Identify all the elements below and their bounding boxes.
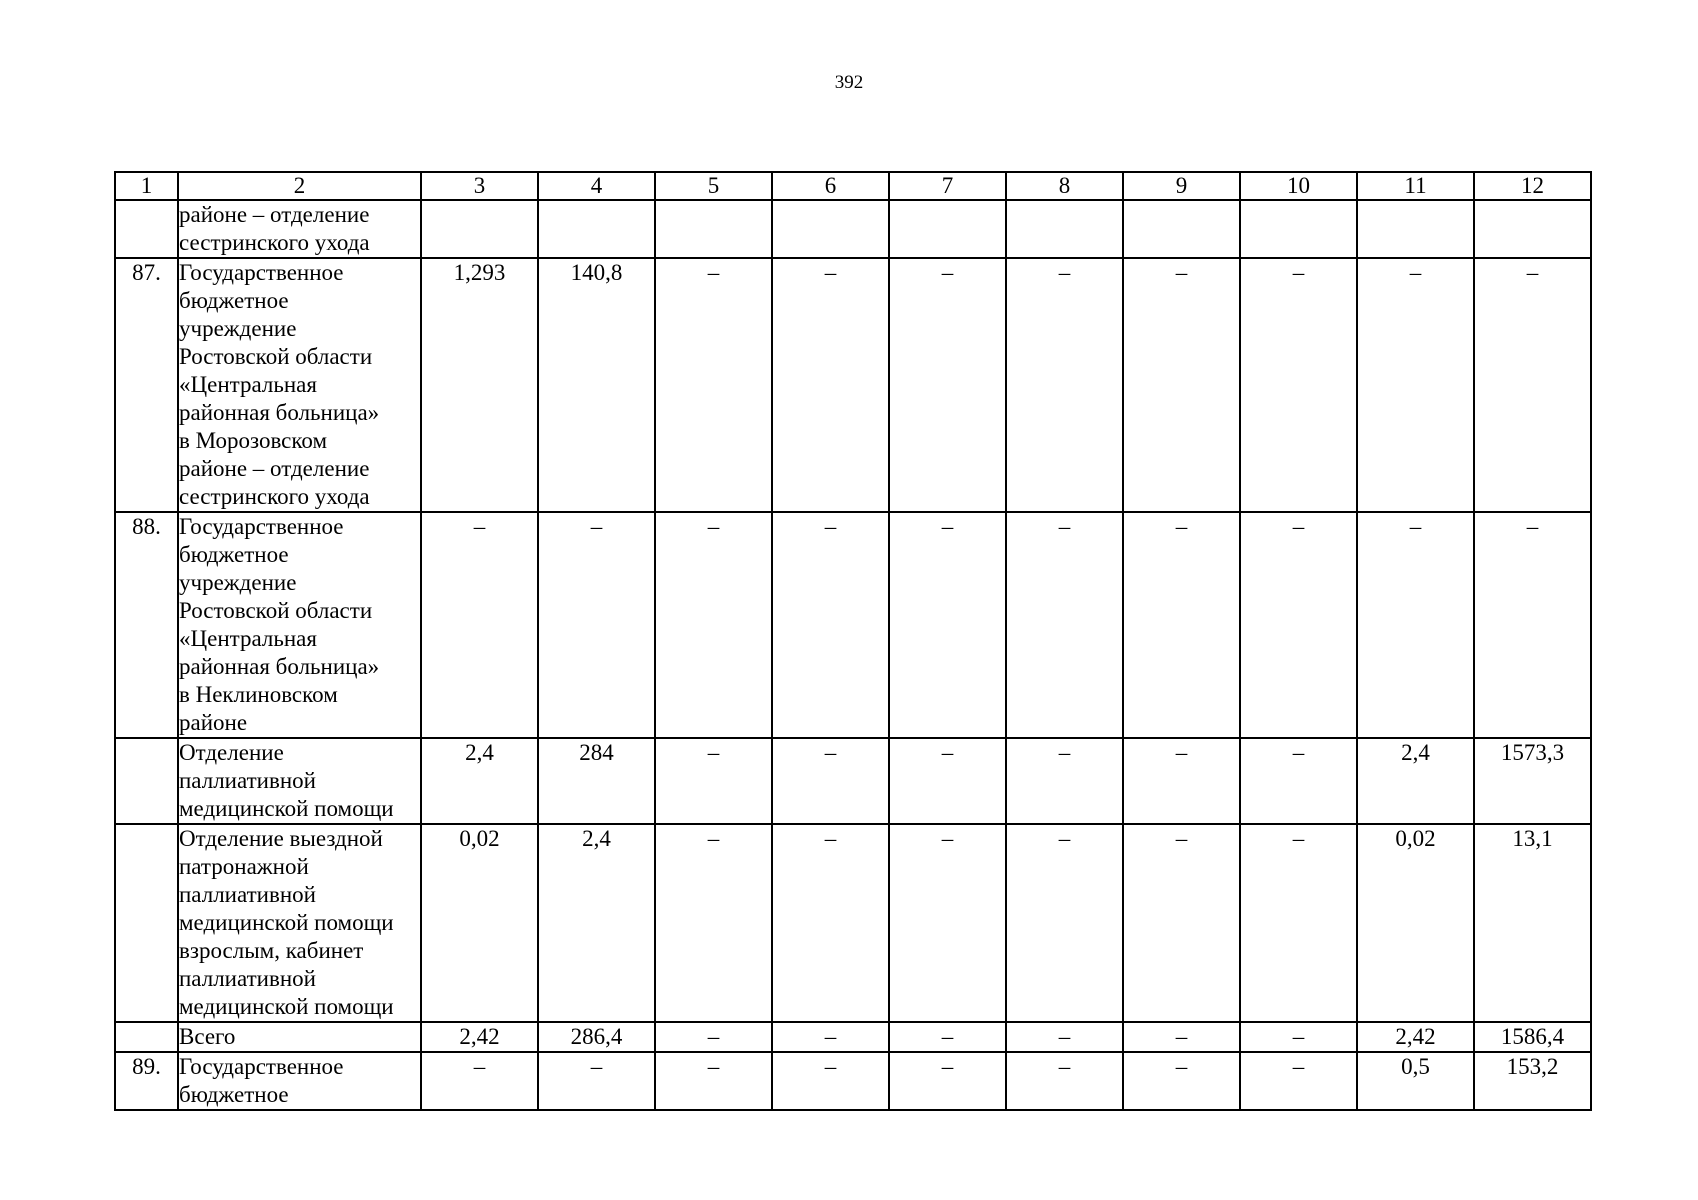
institution-name xyxy=(178,738,421,824)
name-line: Отделение выездной xyxy=(179,826,383,851)
table-row xyxy=(115,1022,1591,1052)
column-header-12: 12 xyxy=(1474,172,1591,200)
value-cell-col-10: – xyxy=(1240,512,1357,738)
value-cell-col-8: – xyxy=(1006,1022,1123,1052)
value-cell-col-3: – xyxy=(421,512,538,738)
value-cell-col-7: – xyxy=(889,1052,1006,1110)
table-row xyxy=(115,824,1591,1022)
name-line: медицинской помощи xyxy=(179,796,394,821)
name-line: медицинской помощи xyxy=(179,994,394,1019)
value-cell-col-4: 140,8 xyxy=(538,258,655,512)
value-cell-col-6: – xyxy=(772,1022,889,1052)
value-cell-col-5: – xyxy=(655,824,772,1022)
name-line: бюджетное xyxy=(179,288,289,313)
row-number xyxy=(115,200,178,258)
value-cell-col-3: 2,42 xyxy=(421,1022,538,1052)
value-cell-col-7: – xyxy=(889,258,1006,512)
value-cell-col-11: 0,02 xyxy=(1357,824,1474,1022)
value-cell-col-8: – xyxy=(1006,1052,1123,1110)
value-cell-col-11: – xyxy=(1357,258,1474,512)
value-cell-col-4 xyxy=(538,200,655,258)
name-line: Государственное xyxy=(179,514,344,539)
institution-name xyxy=(178,1052,421,1110)
value-cell-col-11: 2,42 xyxy=(1357,1022,1474,1052)
value-cell-col-3: – xyxy=(421,1052,538,1110)
row-number xyxy=(115,1022,178,1052)
value-cell-col-8: – xyxy=(1006,512,1123,738)
name-line: в Морозовском xyxy=(179,428,327,453)
column-header-8: 8 xyxy=(1006,172,1123,200)
value-cell-col-6: – xyxy=(772,1052,889,1110)
name-line: взрослым, кабинет xyxy=(179,938,364,963)
column-header-11: 11 xyxy=(1357,172,1474,200)
value-cell-col-6 xyxy=(772,200,889,258)
column-header-1: 1 xyxy=(115,172,178,200)
value-cell-col-5: – xyxy=(655,1022,772,1052)
name-line: районе – отделение xyxy=(179,202,370,227)
table-row xyxy=(115,738,1591,824)
value-cell-col-4: – xyxy=(538,512,655,738)
name-line: паллиативной xyxy=(179,966,316,991)
name-line: паллиативной xyxy=(179,768,316,793)
value-cell-col-8: – xyxy=(1006,258,1123,512)
value-cell-col-8: – xyxy=(1006,738,1123,824)
column-header-7: 7 xyxy=(889,172,1006,200)
value-cell-col-7: – xyxy=(889,512,1006,738)
value-cell-col-12 xyxy=(1474,200,1591,258)
value-cell-col-3 xyxy=(421,200,538,258)
name-line: Ростовской области xyxy=(179,598,373,623)
value-cell-col-12: 1573,3 xyxy=(1474,738,1591,824)
institution-name xyxy=(178,824,421,1022)
value-cell-col-6: – xyxy=(772,512,889,738)
table-row xyxy=(115,512,1591,738)
name-line: патронажной xyxy=(179,854,309,879)
institution-name xyxy=(178,1022,421,1052)
value-cell-col-3: 1,293 xyxy=(421,258,538,512)
name-line: «Центральная xyxy=(179,372,317,397)
value-cell-col-9: – xyxy=(1123,512,1240,738)
table-row xyxy=(115,1052,1591,1110)
table-row xyxy=(115,200,1591,258)
name-line: паллиативной xyxy=(179,882,316,907)
value-cell-col-9 xyxy=(1123,200,1240,258)
value-cell-col-10: – xyxy=(1240,258,1357,512)
value-cell-col-6: – xyxy=(772,824,889,1022)
name-line: бюджетное xyxy=(179,542,289,567)
value-cell-col-3: 2,4 xyxy=(421,738,538,824)
value-cell-col-9: – xyxy=(1123,1052,1240,1110)
name-line: сестринского ухода xyxy=(179,484,370,509)
value-cell-col-8 xyxy=(1006,200,1123,258)
column-header-2: 2 xyxy=(178,172,421,200)
value-cell-col-6: – xyxy=(772,258,889,512)
column-header-9: 9 xyxy=(1123,172,1240,200)
name-line: районе xyxy=(179,710,248,735)
value-cell-col-12: – xyxy=(1474,258,1591,512)
value-cell-col-7 xyxy=(889,200,1006,258)
value-cell-col-5: – xyxy=(655,258,772,512)
value-cell-col-10: – xyxy=(1240,1052,1357,1110)
value-cell-col-12: 1586,4 xyxy=(1474,1022,1591,1052)
name-line: медицинской помощи xyxy=(179,910,394,935)
column-header-4: 4 xyxy=(538,172,655,200)
name-line: в Неклиновском xyxy=(179,682,338,707)
value-cell-col-7: – xyxy=(889,1022,1006,1052)
value-cell-col-12: – xyxy=(1474,512,1591,738)
name-line: Отделение xyxy=(179,740,284,765)
value-cell-col-11: 0,5 xyxy=(1357,1052,1474,1110)
row-number: 87. xyxy=(115,258,178,512)
name-line: районная больница» xyxy=(179,400,380,425)
name-line: бюджетное xyxy=(179,1082,289,1107)
name-line: Ростовской области xyxy=(179,344,373,369)
name-line: Всего xyxy=(179,1024,236,1049)
value-cell-col-7: – xyxy=(889,824,1006,1022)
value-cell-col-10: – xyxy=(1240,824,1357,1022)
row-number: 89. xyxy=(115,1052,178,1110)
value-cell-col-4: 2,4 xyxy=(538,824,655,1022)
table-header-row xyxy=(115,172,1591,200)
table-row xyxy=(115,258,1591,512)
institution-name xyxy=(178,200,421,258)
name-line: Государственное xyxy=(179,1054,344,1079)
value-cell-col-11 xyxy=(1357,200,1474,258)
value-cell-col-11: – xyxy=(1357,512,1474,738)
value-cell-col-12: 153,2 xyxy=(1474,1052,1591,1110)
value-cell-col-5: – xyxy=(655,738,772,824)
value-cell-col-4: 286,4 xyxy=(538,1022,655,1052)
row-number: 88. xyxy=(115,512,178,738)
column-header-3: 3 xyxy=(421,172,538,200)
name-line: сестринского ухода xyxy=(179,230,370,255)
value-cell-col-4: – xyxy=(538,1052,655,1110)
column-header-6: 6 xyxy=(772,172,889,200)
value-cell-col-9: – xyxy=(1123,738,1240,824)
column-header-5: 5 xyxy=(655,172,772,200)
value-cell-col-4: 284 xyxy=(538,738,655,824)
table-body xyxy=(115,200,1591,1110)
value-cell-col-7: – xyxy=(889,738,1006,824)
value-cell-col-11: 2,4 xyxy=(1357,738,1474,824)
name-line: учреждение xyxy=(179,570,297,595)
name-line: районе – отделение xyxy=(179,456,370,481)
value-cell-col-8: – xyxy=(1006,824,1123,1022)
institution-name xyxy=(178,258,421,512)
value-cell-col-12: 13,1 xyxy=(1474,824,1591,1022)
page-number: 392 xyxy=(834,72,864,93)
column-header-10: 10 xyxy=(1240,172,1357,200)
data-table xyxy=(114,171,1592,1111)
name-line: районная больница» xyxy=(179,654,380,679)
name-line: учреждение xyxy=(179,316,297,341)
value-cell-col-9: – xyxy=(1123,824,1240,1022)
value-cell-col-3: 0,02 xyxy=(421,824,538,1022)
value-cell-col-9: – xyxy=(1123,258,1240,512)
value-cell-col-10 xyxy=(1240,200,1357,258)
row-number xyxy=(115,824,178,1022)
name-line: Государственное xyxy=(179,260,344,285)
row-number xyxy=(115,738,178,824)
value-cell-col-5: – xyxy=(655,1052,772,1110)
value-cell-col-9: – xyxy=(1123,1022,1240,1052)
name-line: «Центральная xyxy=(179,626,317,651)
value-cell-col-6: – xyxy=(772,738,889,824)
value-cell-col-10: – xyxy=(1240,1022,1357,1052)
value-cell-col-10: – xyxy=(1240,738,1357,824)
value-cell-col-5 xyxy=(655,200,772,258)
value-cell-col-5: – xyxy=(655,512,772,738)
institution-name xyxy=(178,512,421,738)
